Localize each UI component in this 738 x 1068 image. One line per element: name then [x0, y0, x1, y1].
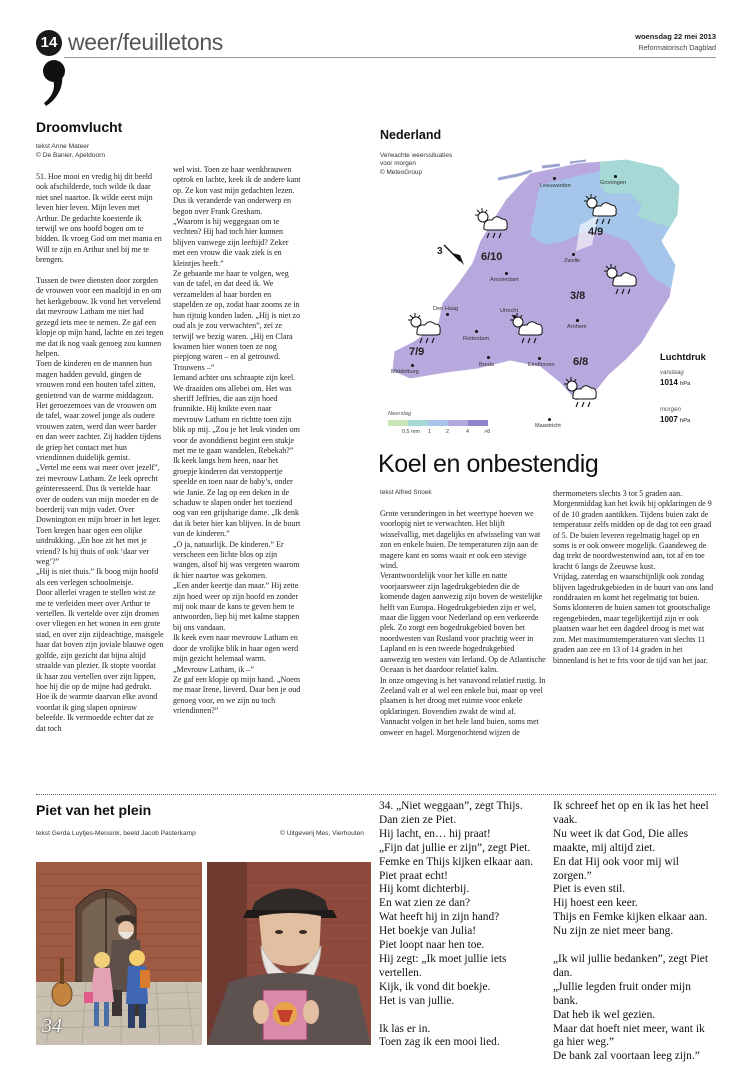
map-cities: [0, 0, 738, 440]
feuilleton2-column-1: 34. „Niet weggaan”, zegt Thijs. Dan zien ze Piet. Hij lacht, en… hij praat! „Fijn dat jullie er zijn”, zegt Piet. Femke en Thijs kijken elkaar aan. Piet praat echt! Hij komt dichterbij. En wat zien ze dan? Wat heeft hij in zijn hand? Het boekje van Julia! Piet loopt naar hen toe. Hij zegt: „Ik moet jullie iets vertellen. Kijk, ik vond dit boekje. Het is van jullie. Ik las er in. Toen zag ik een mooi lied.: [379, 800, 534, 1049]
sun-cloud-rain-icon: [563, 376, 599, 410]
header-newspaper: Reformatorisch Dagblad: [638, 43, 716, 52]
map-title: Nederland: [380, 128, 442, 142]
city-dot: [548, 418, 551, 421]
city-dot: [446, 313, 449, 316]
pressure-today-label: vandaag: [660, 369, 684, 376]
legend-title: Neerslag: [388, 411, 412, 417]
temp-label: 6/8: [573, 356, 589, 368]
city-label: Utrecht: [500, 308, 519, 314]
illustration-piet-with-book: [207, 862, 371, 1045]
legend-label: 0,5 mm: [402, 429, 420, 435]
legend-label: >8: [484, 429, 491, 435]
panel-number: 34: [42, 1015, 62, 1037]
city-dot: [572, 253, 575, 256]
sun-cloud-rain-icon: [509, 312, 545, 346]
feuilleton1-column-2: wel wist. Toen ze haar wenkbrauwen optrok en lachte, keek ik de andere kant op. Ze kon vast mijn gedachten lezen. Dus ik veranderde van onderwerp en begon over Frank Gresham. „Waarom is hij weggegaan om te vechten? Hij had toch hier kunnen blijven vanwege zijn leeftijd? Zeker met een vrouw die vaak ziek is en kleintjes heeft.” Ze gebaarde me haar te volgen, weg van de tafel, en dat deed ik. We verzamelden al haar borden en stapelden ze op, zodat haar zooms ze in hun rijtuig konden laden. „Hij is niet zo oud als je zou verwachten”, zei ze terwijl we bezig waren. „Hij en Clara kwamen hier wonen toen ze nog piepjong waren – en al getrouwd. Trouwens –” Iemand achter ons schraapte zijn keel. We draaiden ons allebei om. Het was sheriff Jeffries, die aan zijn hoed frunnikte. Hij knikte even naar mevrouw Latham en richtte toen zijn blik op mij. „Zou je het leuk vinden om voor de avonddienst begint een stukje met me te gaan wandelen, Rebekah?” Ik keek langs hem heen, naar het groepje kinderen dat verstoppertje speelde en toen naar de baby’s, onder wie Janie. Ze lag op een deken in de schaduw te slapen onder het toeziend oog van een grijsharige dame. „Ik denk dat ik beter hier kan blijven. In de buurt van de kinderen.” „O ja, natuurlijk. De kinderen.” Er verscheen een lichte blos op zijn wangen, alsof hij was vergeten waarom ik hier naartoe was gekomen. „Een ander keertje dan maar.” Hij zette zijn hoed weer op zijn hoofd en zonder mij ook maar de kans te geven hem te antwoorden, liep hij met kalme stappen bij ons vandaan. Ik keek even naar mevrouw Latham en door de vrolijke blik in haar ogen werd mijn gezicht helemaal warm. „Mevrouw Latham, ik –” Ze gaf een klopje op mijn hand. „Noem me maar Irene, lieverd. Daar ben je oud genoeg voor, en we zijn nu toch vriendinnen?”: [173, 165, 301, 716]
legend-label: 4: [466, 429, 469, 435]
feuilleton1-publisher: © De Banier, Apeldoorn: [36, 152, 106, 159]
city-label: Eindhoven: [528, 362, 555, 368]
section-title: weer/feuilletons: [68, 29, 224, 55]
sun-cloud-rain-icon: [474, 207, 510, 241]
city-label: Arnhem: [567, 324, 587, 330]
feuilleton1-column-1: 51. Hoe mooi en vredig hij dit beeld ook afschilderde, toch wilde ik daar niet snel naartoe. Ik wilde eerst mijn leven hier leven. Mijn leven met Arthur. De gedachte koesterde ik terwijl we ons hoofd bogen om te bidden. Ik vroeg God om met mama en Will te zijn en Arthur snel bij me te brengen. Tussen de twee diensten door zorgden de vrouwen voor een maaltijd in en om het kerkgebouw. Ik vond het vervelend dat mevrouw Latham me niet had gezegd iets mee te nemen. Ze gaf een klopje op mijn hand, lachte en zei tegen me dat ik nog vaak genoeg zou kunnen helpen. Toen de kinderen en de mannen hun magen hadden gevuld, gingen de vrouwen rond een houten tafel zitten, genietend van de warme middagzon. Het geroezemoes van de vrouwen om de tafel, waar zowel jonge als oudere vrouwen zaten, werd dan weer harder en dan weer zachter. Zij hadden tijdens de griep het contact met hun vriendinnen duidelijk gemist. „Vertel me eens wat meer over jezelf”, zei mevrouw Latham. Ze leek oprecht geïnteresseerd. Dus ik vertelde haar over de ouders van mijn moeder en de boerderij van mijn vader. Over Downington en mijn broer in het leger. Toen kregen haar ogen een olijke uitdrukking. „En hoe zit het met je vriend? Is hij thuis of ook ‘daar ver weg’?” „Hij is niet thuis.” Ik boog mijn hoofd als een verlegen schoolmeisje. Door allerlei vragen te stellen wist ze me te verleiden meer over Arthur te vertellen. Ik vertelde over zijn dromen over vliegen en het wonen in een grote stad, en over zijn zijdeachtige, maisgele haar dat boven zijn joviale blauwe ogen golfde, zijn gezicht dat bijna altijd straalde van plezier. Ik stopte voordat ik haar zou vertellen over zijn lippen, hoe hij die op de mijne had gedrukt. Hoe ik de warmte daarvan elke avond voordat ik ging slapen opnieuw beleefde. Ik vermoedde echter dat ze dat toch: [36, 172, 164, 733]
pressure-unit: hPa: [680, 418, 691, 424]
legend-label: 1: [428, 429, 431, 435]
legend-swatch: [448, 420, 468, 426]
page-number: 14: [40, 34, 58, 51]
city-dot: [538, 357, 541, 360]
sun-cloud-rain-icon: [583, 193, 619, 227]
pressure-tomorrow: [660, 415, 690, 424]
pressure-tomorrow-label: morgen: [660, 406, 681, 413]
pressure-title: Luchtdruk: [660, 351, 706, 362]
city-label: Breda: [479, 362, 494, 368]
city-dot: [475, 330, 478, 333]
legend-swatch: [468, 420, 488, 426]
city-label: Middelburg: [391, 369, 419, 375]
temp-label: 4/9: [588, 226, 604, 238]
temp-label: 7/9: [409, 346, 425, 358]
map-subtitle-line: Verwachte weerssituaties: [380, 152, 453, 159]
weather-headline: Koel en onbestendig: [378, 450, 599, 478]
pressure-tomorrow-value: 1007: [660, 415, 678, 424]
legend-swatch: [428, 420, 448, 426]
city-dot: [487, 356, 490, 359]
map-subtitle-line: voor morgen: [380, 160, 416, 168]
wind-force: 3: [437, 246, 443, 257]
legend-label: 2: [446, 429, 449, 435]
legend-swatch: [388, 420, 408, 426]
city-dot: [614, 175, 617, 178]
precipitation-legend: [388, 412, 498, 442]
feuilleton2-column-2: Ik schreef het op en ik las het heel vaak. Nu weet ik dat God, Die alles maakte, mij altijd ziet. En dat Hij ook voor mij wil zorgen.” Piet is even stil. Hij hoest een keer. Thijs en Femke kijken elkaar aan. Nu zijn ze niet meer bang. „Ik wil jullie bedanken”, zegt Piet dan. „Jullie legden fruit onder mijn bank. Dat heb ik wel gezien. Maar dat hoeft niet meer, want ik ga hier weg.” De bank zal voortaan leeg zijn.”: [553, 800, 709, 1063]
city-label: Amsterdam: [490, 277, 519, 283]
feuilleton1-credit: tekst Anne Mateer: [36, 143, 90, 150]
feuilleton2-credit: tekst Gerda Luytjes-Mensink, beeld Jacob Pasterkamp: [36, 830, 196, 837]
pressure-today-value: 1014: [660, 378, 678, 387]
pressure-unit: hPa: [680, 381, 691, 387]
sun-cloud-rain-icon: [603, 263, 639, 297]
sun-cloud-rain-icon: [407, 312, 443, 346]
city-label: Maastricht: [535, 423, 561, 429]
weather-column-1: Grote veranderingen in het weertype hoeven we voorlopig niet te verwachten. Het blijft wisselvallig, met dagelijks en afwisseling van wat zon en enkele buien. De temperaturen zijn aan de magere kant en soms waait er ook een stevige wind. Verantwoordelijk voor het kille en natte voorjaarsweer zijn lagedrukgebieden die de komende dagen aanwezig zijn boven de westelijke helft van Europa. Hogedrukgebieden zijn er wel, maar die liggen voor Nederland op een verkeerde plek. Zo zorgt een hogedrukgebied boven het noordwesten van Rusland voor prachtig weer in Lapland en is een tweede hogedrukgebied aanwezig ten westen van Ierland. Op de Atlantische Oceaan is het daardoor relatief kalm. In onze omgeving is het vanavond relatief rustig. In Zeeland valt er al wel een enkele bui, maar op veel plaatsen is het droog met ruimte voor enkele opklaringen. Bovendien zwakt de wind af. Vannacht volgen in het hele land buien, soms met onweer en hagel. Morgenochtend wijzen de: [380, 509, 546, 737]
city-label: Leeuwarden: [540, 183, 571, 189]
city-dot: [553, 177, 556, 180]
header-date: woensdag 22 mei 2013: [635, 32, 716, 41]
weather-credit: tekst Alfred Snoek: [380, 489, 432, 496]
city-label: Groningen: [600, 180, 627, 186]
weather-column-2: thermometers slechts 3 tot 5 graden aan. Morgenmiddag kan het kwik bij opklaringen de 9 of de 10 graden aantikken. Tijdens buien zakt de temperatuur zelfs midden op de dag tot een graad of 5. De buien leveren regelmatig hagel op en soms is er ook onweer mogelijk. Gaandeweg de dag trekt de noordwestenwind aan, tot af en toe kracht 6 langs de Zeeuwse kust. Vrijdag, zaterdag en waarschijnlijk ook zondag blijven lagedrukgebieden in de buurt van ons land ronddraaien en komt het regelmatig tot buien. Soms klonteren de buien samen tot grootschalige regengebieden, maar tegelijkertijd zijn er ook plaatsen waar het een dagdeel droog is met wat zon. Met maximumtemperaturen van slechts 11 graden aan zee en 13 of 14 graden in het binnenland is het te fris voor de tijd van het jaar.: [553, 489, 714, 665]
section-divider: [36, 794, 716, 795]
city-dot: [505, 272, 508, 275]
feuilleton1-title: Droomvlucht: [36, 119, 123, 135]
city-label: Zwolle: [564, 258, 581, 264]
temp-label: 3/8: [570, 290, 586, 302]
city-dot: [576, 319, 579, 322]
legend-swatch: [408, 420, 428, 426]
city-label: Rotterdam: [463, 336, 490, 342]
feuilleton2-title: Piet van het plein: [36, 802, 152, 818]
pressure-today: [660, 378, 690, 387]
city-label: Den Haag: [433, 306, 459, 312]
temp-label: 6/10: [481, 251, 503, 263]
feuilleton2-copyright: © Uitgeverij Mes, Vierhouten: [280, 830, 364, 837]
city-dot: [411, 364, 414, 367]
map-subtitle-line: © MeteoGroup: [380, 168, 423, 176]
